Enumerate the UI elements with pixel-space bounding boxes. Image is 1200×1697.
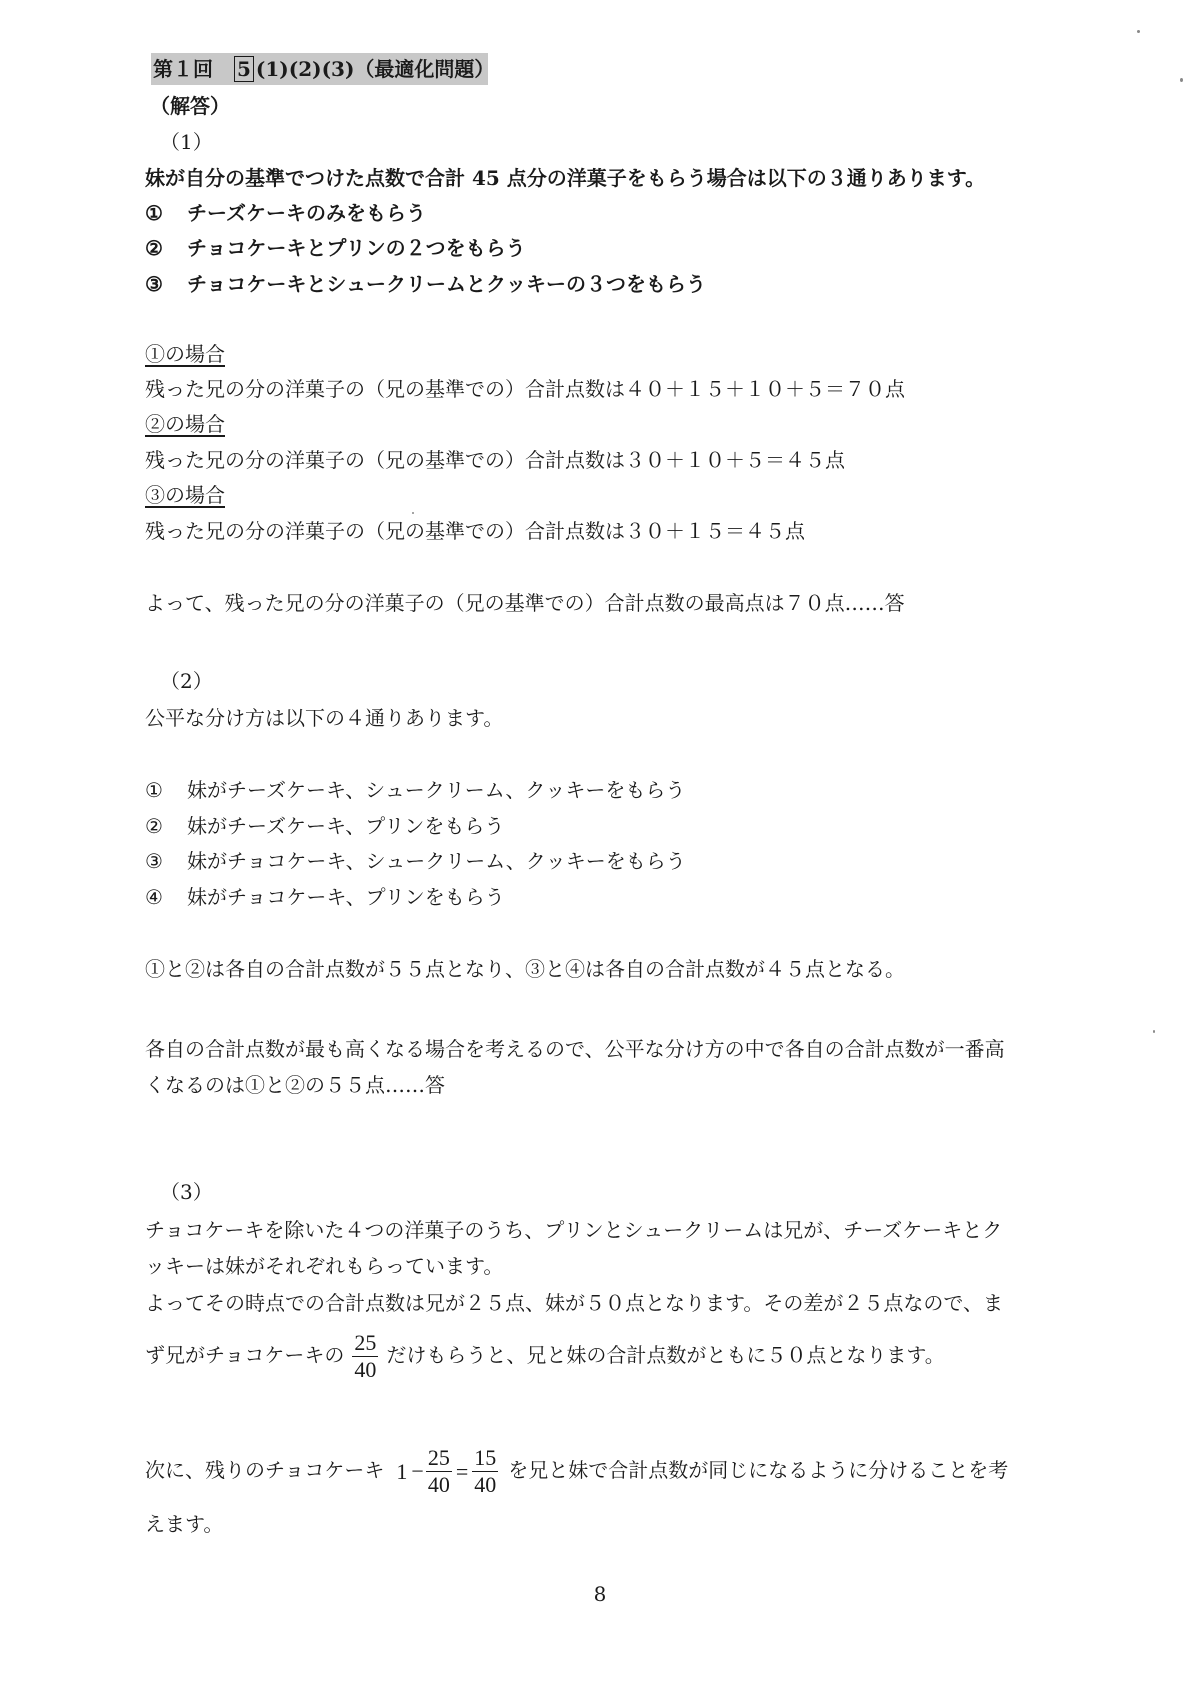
case-title: ①の場合 [145, 342, 225, 366]
fraction [426, 1445, 452, 1498]
fraction-numerator: 15 [474, 1445, 497, 1470]
option-number: ② [145, 814, 163, 838]
page-number: 8 [593, 1582, 607, 1606]
scan-speck [1137, 30, 1140, 33]
part2-summary: ①と②は各自の合計点数が５５点となり、③と④は各自の合計点数が４５点となる。 [145, 957, 905, 981]
part2-conclusion-line: くなるのは①と②の５５点……答 [145, 1073, 445, 1097]
option-text: 妹がチョコケーキ、シュークリーム、クッキーをもらう [187, 849, 686, 873]
problem-number-box: 5 [234, 56, 254, 82]
fraction-numerator: 25 [427, 1445, 450, 1470]
answer-label: （解答） [150, 94, 230, 118]
part1-conclusion: よって、残った兄の分の洋菓子の（兄の基準での）合計点数の最高点は７０点……答 [145, 591, 905, 615]
option-text: 妹がチーズケーキ、シュークリーム、クッキーをもらう [187, 778, 686, 802]
part3-text: だけもらうと、兄と妹の合計点数がともに５０点となります。 [386, 1343, 945, 1367]
option-number: ④ [145, 885, 163, 909]
fraction-numerator: 25 [354, 1330, 377, 1355]
part3-text-line: えます。 [145, 1512, 224, 1536]
case-text: 残った兄の分の洋菓子の（兄の基準での）合計点数は３０＋１５＝４５点 [145, 519, 805, 543]
part2-option [145, 847, 1065, 875]
case-title: ③の場合 [145, 483, 225, 507]
section-header [151, 53, 495, 85]
part3-label: （3） [160, 1180, 213, 1204]
case-title: ②の場合 [145, 412, 225, 436]
part2-option [145, 883, 1065, 911]
option-number: ① [145, 778, 163, 802]
part3-text-line: ッキーは妹がそれぞれもらっています。 [145, 1254, 504, 1278]
header-prefix: 第１回 [153, 57, 213, 81]
option-number: ③ [145, 849, 163, 873]
option-text: チョコケーキとシュークリームとクッキーの３つをもらう [187, 272, 706, 296]
part1-intro: 妹が自分の基準でつけた点数で合計 45 点分の洋菓子をもらう場合は以下の３通りあります。 [145, 166, 986, 190]
math-minus: − [411, 1458, 424, 1484]
part1-label: （1） [160, 130, 213, 154]
math-one: 1 [396, 1458, 408, 1484]
option-text: 妹がチョコケーキ、プリンをもらう [187, 885, 505, 909]
case-text: 残った兄の分の洋菓子の（兄の基準での）合計点数は３０＋１０＋５＝４５点 [145, 448, 845, 472]
fraction [472, 1445, 498, 1498]
part3-fraction-line [145, 1325, 1065, 1385]
scan-speck [1153, 1030, 1155, 1033]
part3-text: 次に、残りのチョコケーキ [145, 1458, 385, 1482]
scan-speck [412, 512, 414, 514]
scan-speck [1180, 78, 1183, 82]
part2-option [145, 776, 1065, 804]
part2-conclusion-line: 各自の合計点数が最も高くなる場合を考えるので、公平な分け方の中で各自の合計点数が一番高 [145, 1037, 1005, 1061]
part3-text: を兄と妹で合計点数が同じになるように分けることを考 [508, 1458, 1009, 1482]
part3-text: ず兄がチョコケーキの [145, 1343, 345, 1367]
option-text: 妹がチーズケーキ、プリンをもらう [187, 814, 505, 838]
part3-expression-line [145, 1440, 1065, 1500]
header-suffix: (1)(2)(3)（最適化問題） [255, 57, 495, 81]
option-number: ① [145, 201, 163, 225]
case-text: 残った兄の分の洋菓子の（兄の基準での）合計点数は４０＋１５＋１０＋５＝７０点 [145, 377, 905, 401]
part3-text-line: チョコケーキを除いた４つの洋菓子のうち、プリンとシュークリームは兄が、チーズケーキとク [145, 1218, 1003, 1242]
part2-label: （2） [160, 669, 213, 693]
option-text: チーズケーキのみをもらう [187, 201, 426, 225]
part3-text-line: よってその時点での合計点数は兄が２５点、妹が５０点となります。その差が２５点なので、ま [145, 1291, 1003, 1315]
math-equals: = [455, 1458, 469, 1484]
fraction-denominator: 40 [474, 1472, 497, 1497]
fraction [352, 1330, 378, 1383]
fraction-denominator: 40 [354, 1357, 377, 1382]
option-number: ② [145, 236, 163, 260]
option-text: チョコケーキとプリンの２つをもらう [187, 236, 526, 260]
part2-intro: 公平な分け方は以下の４通りあります。 [145, 706, 504, 730]
part2-option [145, 812, 1065, 840]
part1-option [145, 199, 1065, 227]
option-number: ③ [145, 272, 163, 296]
fraction-denominator: 40 [427, 1472, 450, 1497]
part1-option [145, 234, 1065, 262]
part1-option [145, 270, 1065, 298]
